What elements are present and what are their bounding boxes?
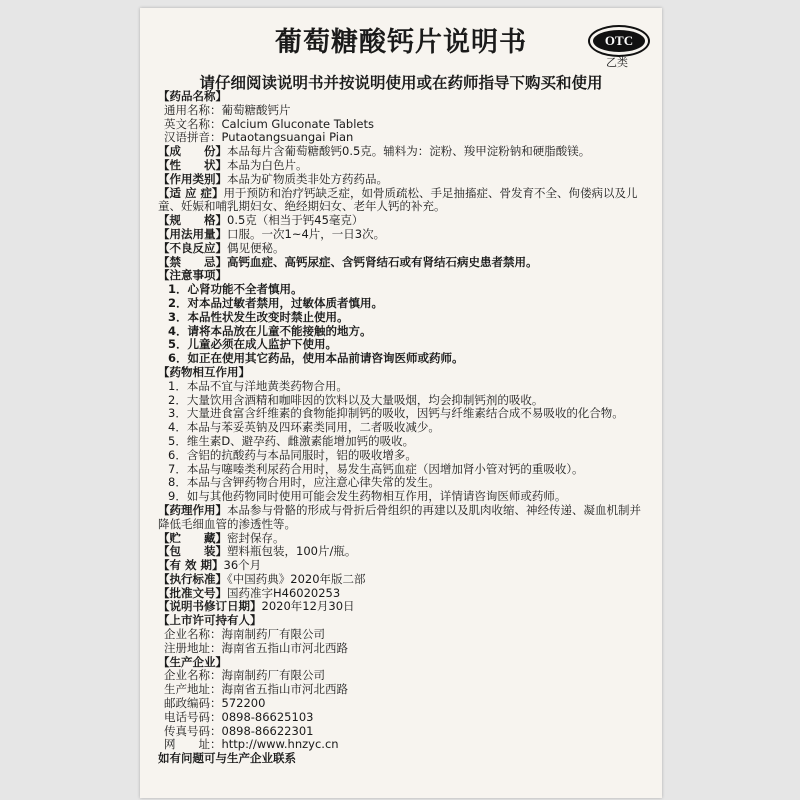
validity-row	[158, 559, 648, 573]
character-row	[158, 159, 648, 173]
english-name: 英文名称：Calcium Gluconate Tablets	[164, 116, 375, 131]
precaution-item: 4．请将本品放在儿童不能接触的地方。	[168, 323, 372, 338]
storage-row	[158, 532, 648, 546]
holder-name: 企业名称：海南制药厂有限公司	[164, 627, 325, 642]
indications-label: 【适 应 症】	[158, 185, 224, 200]
precaution-item: 6．如正在使用其它药品，使用本品前请咨询医师或药师。	[168, 351, 464, 366]
category-label: 【作用类别】	[158, 171, 227, 186]
pharmacology-row	[158, 504, 648, 532]
instruction-content	[158, 90, 648, 766]
document-title: 葡萄糖酸钙片说明书	[275, 27, 527, 58]
interaction-item: 2．大量饮用含酒精和咖啡因的饮料以及大量吸烟，均会抑制钙剂的吸收。	[168, 392, 544, 407]
spec-row	[158, 214, 648, 228]
character-label: 【性 状】	[158, 157, 227, 172]
revision-text: 2020年12月30日	[261, 599, 355, 614]
otc-label: OTC	[593, 30, 645, 52]
package-label: 【包 装】	[158, 544, 227, 559]
pharmacology-label: 【药理作用】	[158, 502, 227, 517]
manufacturer-name: 企业名称：海南制药厂有限公司	[164, 668, 325, 683]
pharmacology-text: 本品参与骨骼的形成与骨折后骨组织的再建以及肌肉收缩、神经传递、凝血机制并降低毛细血管的渗透性等。	[158, 502, 641, 531]
dosage-text: 口服。一次1~4片，一日3次。	[227, 226, 386, 241]
validity-label: 【有 效 期】	[158, 558, 224, 573]
interaction-item: 9．如与其他药物同时使用可能会发生药物相互作用，详情请咨询医师或药师。	[168, 489, 567, 504]
composition-row	[158, 145, 648, 159]
manufacturer-phone: 电话号码：0898-86625103	[164, 709, 314, 724]
interaction-item: 1．本品不宜与洋地黄类药物合用。	[168, 378, 348, 393]
character-text: 本品为白色片。	[227, 157, 308, 172]
pinyin-name: 汉语拼音：Putaotangsuangai Pian	[164, 130, 354, 145]
dosage-label: 【用法用量】	[158, 226, 227, 241]
document-subtitle: 请仔细阅读说明书并按说明使用或在药师指导下购买和使用	[199, 74, 603, 92]
interaction-item: 8．本品与含钾药物合用时，应注意心律失常的发生。	[168, 475, 440, 490]
interaction-item: 3．大量进食富含纤维素的食物能抑制钙的吸收，因钙与纤维素结合成不易吸收的化合物。	[168, 406, 624, 421]
validity-text: 36个月	[223, 558, 262, 573]
manufacturer-address: 生产地址：海南省五指山市河北西路	[164, 682, 348, 697]
dosage-row	[158, 228, 648, 242]
contraindication-row	[158, 256, 648, 270]
precaution-item: 3．本品性状发生改变时禁止使用。	[168, 309, 349, 324]
contraindication-label: 【禁 忌】	[158, 254, 227, 269]
interaction-item: 6．含铝的抗酸药与本品同服时，铝的吸收增多。	[168, 447, 417, 462]
revision-row	[158, 600, 648, 614]
common-name: 通用名称：葡萄糖酸钙片	[164, 102, 291, 117]
precaution-item: 1．心肾功能不全者慎用。	[168, 282, 303, 297]
approval-label: 【批准文号】	[158, 585, 227, 600]
precaution-item: 5．儿童必须在成人监护下使用。	[168, 337, 337, 352]
approval-row	[158, 587, 648, 601]
manufacturer-website: 网 址：http://www.hnzyc.cn	[164, 737, 339, 752]
package-row	[158, 545, 648, 559]
category-text: 本品为矿物质类非处方药药品。	[227, 171, 388, 186]
holder-header: 【上市许可持有人】	[158, 613, 262, 628]
interactions-header: 【药物相互作用】	[158, 364, 250, 379]
drug-name-header: 【药品名称】	[158, 89, 227, 103]
interaction-item: 7．本品与噻嗪类利尿药合用时，易发生高钙血症（因增加肾小管对钙的重吸收）。	[168, 461, 584, 476]
adverse-text: 偶见便秘。	[227, 240, 285, 255]
holder-address: 注册地址：海南省五指山市河北西路	[164, 640, 348, 655]
indications-text: 用于预防和治疗钙缺乏症，如骨质疏松、手足抽搐症、骨发育不全、佝偻病以及儿童、妊娠和哺乳期妇女、绝经期妇女、老年人钙的补充。	[158, 185, 638, 214]
standard-label: 【执行标准】	[158, 571, 227, 586]
category-row	[158, 173, 648, 187]
precaution-item: 2．对本品过敏者禁用，过敏体质者慎用。	[168, 295, 383, 310]
manufacturer-fax: 传真号码：0898-86622301	[164, 723, 314, 738]
otc-class: 乙类	[606, 56, 628, 69]
spec-text: 0.5克（相当于钙45毫克）	[227, 213, 364, 228]
instruction-sheet	[140, 8, 662, 798]
package-text: 塑料瓶包装，100片/瓶。	[227, 544, 357, 559]
manufacturer-header: 【生产企业】	[158, 654, 227, 669]
interaction-item: 4．本品与苯妥英钠及四环素类同用，二者吸收减少。	[168, 420, 440, 435]
composition-text: 本品每片含葡萄糖酸钙0.5克。辅料为：淀粉、羧甲淀粉钠和硬脂酸镁。	[227, 144, 591, 159]
precautions-header: 【注意事项】	[158, 268, 227, 283]
composition-label: 【成 份】	[158, 144, 227, 159]
storage-text: 密封保存。	[227, 530, 285, 545]
standard-row	[158, 573, 648, 587]
manufacturer-postcode: 邮政编码：572200	[164, 696, 266, 711]
contraindication-text: 高钙血症、高钙尿症、含钙肾结石或有肾结石病史患者禁用。	[227, 254, 538, 269]
standard-text: 《中国药典》2020年版二部	[227, 571, 366, 586]
footer-note: 如有问题可与生产企业联系	[158, 751, 296, 766]
spec-label: 【规 格】	[158, 213, 227, 228]
storage-label: 【贮 藏】	[158, 530, 227, 545]
adverse-row	[158, 242, 648, 256]
revision-label: 【说明书修订日期】	[158, 599, 262, 614]
approval-text: 国药准字H46020253	[227, 585, 341, 600]
adverse-label: 【不良反应】	[158, 240, 227, 255]
indications-row	[158, 187, 648, 215]
interaction-item: 5．维生素D、避孕药、雌激素能增加钙的吸收。	[168, 433, 415, 448]
otc-badge	[588, 25, 650, 57]
